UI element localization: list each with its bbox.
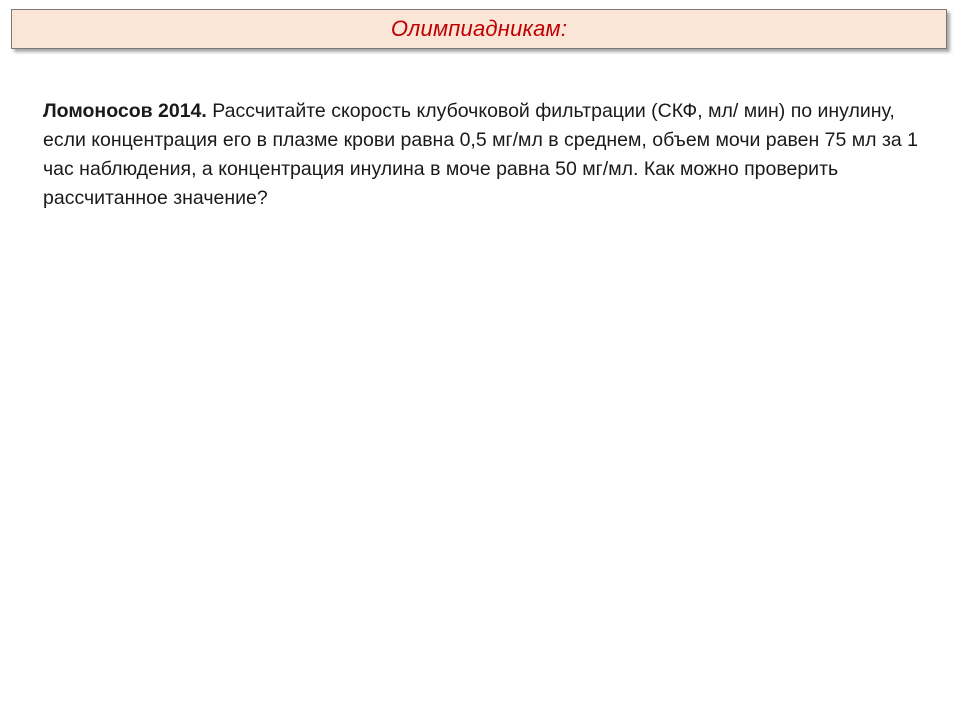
problem-source: Ломоносов 2014.: [43, 100, 207, 122]
problem-text: Рассчитайте скорость клубочковой фильтрации (СКФ, мл/ мин) по инулину, если концентрация его в плазме крови равна 0,5 мг/мл в среднем, объем мочи равен 75 мл за 1 час наблюдения, а концентрация инулина в моче равна 50 мг/мл. Как можно проверить рассчитанное значение?: [43, 100, 919, 209]
title-banner: [11, 9, 947, 49]
problem-statement: [43, 97, 923, 213]
slide-title: Олимпиадникам:: [390, 16, 568, 41]
